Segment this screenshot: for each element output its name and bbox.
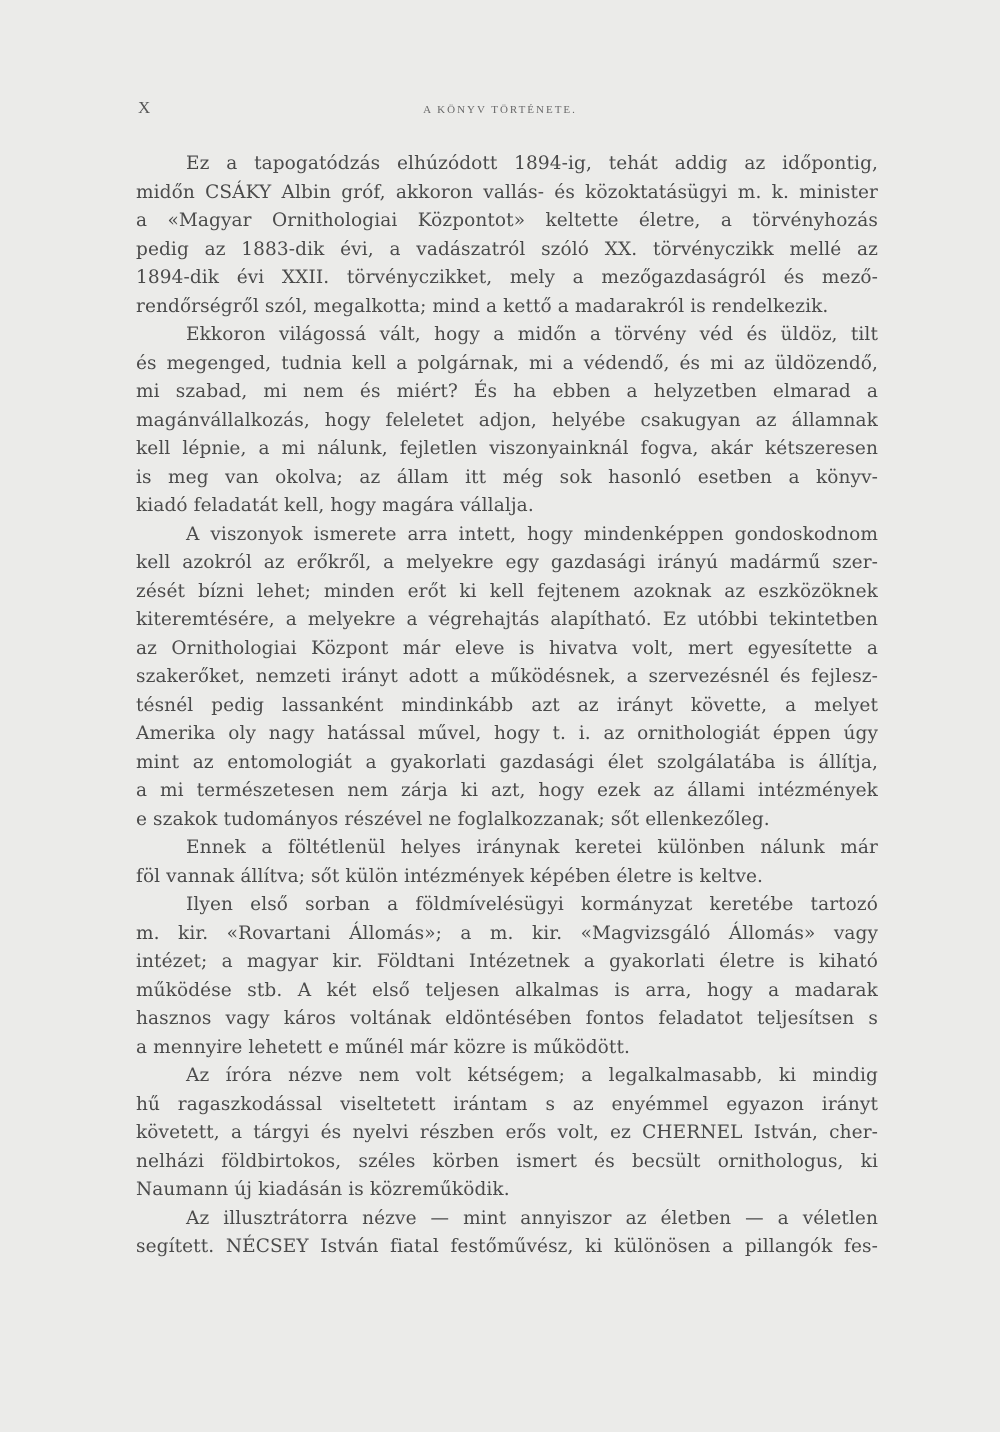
text-line: intézet; a magyar kir. Földtani Intézetnek a gyakorlati életre is kiható — [136, 951, 878, 972]
page-number: X — [138, 98, 151, 117]
text-line: 1894-dik évi XXII. törvényczikket, mely a mezőgazdaságról és mező- — [136, 267, 878, 288]
text-line: m. kir. «Rovartani Állomás»; a m. kir. «Magvizsgáló Állomás» vagy — [136, 922, 878, 944]
text-line: tésnél pedig lassanként mindinkább azt az irányt követte, a melyet — [136, 694, 878, 716]
text-line: mi szabad, mi nem és miért? És ha ebben a helyzetben elmarad a — [136, 381, 878, 402]
text-line: Az íróra nézve nem volt kétségem; a legalkalmasabb, ki mindig — [186, 1065, 878, 1086]
running-title: A KÖNYV TÖRTÉNETE. — [423, 104, 577, 116]
text-line: magánvállalkozás, hogy feleletet adjon, helyébe csakugyan az államnak — [136, 409, 878, 431]
text-line: pedig az 1883-dik évi, a vadászatról szóló XX. törvényczikk mellé az — [136, 238, 878, 260]
text-line: midőn CSÁKY Albin gróf, akkoron vallás- és közoktatásügyi m. k. minister — [136, 181, 878, 203]
text-line: és megenged, tudnia kell a polgárnak, mi a védendő, és mi az üldözendő, — [136, 352, 878, 374]
text-line: a mennyire lehetett e műnél már közre is működött. — [136, 1036, 630, 1058]
text-line: Az illusztrátorra nézve — mint annyiszor az életben — a véletlen — [186, 1207, 878, 1229]
body-text — [136, 150, 878, 1262]
text-line: Ilyen első sorban a földmívelésügyi kormányzat keretébe tartozó — [186, 894, 878, 915]
text-line: szakerőket, nemzeti irányt adott a működésnek, a szervezésnél és fejlesz- — [136, 666, 878, 687]
text-line: Naumann új kiadásán is közreműködik. — [136, 1179, 510, 1200]
text-line: rendőrségről szól, megalkotta; mind a kettő a madarakról is rendelkezik. — [136, 295, 829, 317]
text-line: követett, a tárgyi és nyelvi részben erős volt, ez CHERNEL István, cher- — [136, 1122, 878, 1143]
text-line: A viszonyok ismerete arra intett, hogy mindenképpen gondoskodnom — [186, 523, 878, 545]
text-line: a «Magyar Ornithologiai Központot» keltette életre, a törvényhozás — [136, 210, 878, 231]
text-line: kiteremtésére, a melyekre a végrehajtás alapítható. Ez utóbbi tekintetben — [136, 609, 878, 630]
text-line: kell lépnie, a mi nálunk, fejletlen viszonyainknál fogva, akár kétszeresen — [136, 438, 878, 459]
text-line: is meg van okolva; az állam itt még sok hasonló esetben a könyv- — [136, 466, 878, 488]
text-line: kell azokról az erőkről, a melyekre egy gazdasági irányú madármű szer- — [136, 552, 878, 573]
text-line: az Ornithologiai Központ már eleve is hivatva volt, mert egyesítette a — [136, 637, 878, 659]
text-line: működése stb. A két első teljesen alkalmas is arra, hogy a madarak — [136, 979, 878, 1001]
text-line: Ez a tapogatódzás elhúzódott 1894-ig, tehát addig az időpontig, — [186, 153, 878, 174]
text-line: zését bízni lehet; minden erőt ki kell fejtenem azoknak az eszközöknek — [136, 580, 878, 602]
text-line: segített. NÉCSEY István fiatal festőművész, ki különösen a pillangók fes- — [136, 1236, 878, 1257]
text-line: Ekkoron világossá vált, hogy a midőn a törvény véd és üldöz, tilt — [186, 324, 878, 345]
text-line: föl vannak állítva; sőt külön intézmények képében életre is keltve. — [136, 865, 764, 887]
text-line: nelházi földbirtokos, széles körben ismert és becsült ornithologus, ki — [136, 1150, 878, 1172]
text-line: a mi természetesen nem zárja ki azt, hogy ezek az állami intézmények — [136, 780, 878, 801]
text-line: hű ragaszkodással viseltetett irántam s az enyémmel egyazon irányt — [136, 1093, 878, 1115]
text-line: Ennek a föltétlenül helyes iránynak keretei különben nálunk már — [186, 837, 878, 858]
text-line: kiadó feladatát kell, hogy magára vállalja. — [136, 495, 534, 516]
text-line: e szakok tudományos részével ne foglalkozzanak; sőt ellenkezőleg. — [136, 808, 770, 830]
text-line: Amerika oly nagy hatással művel, hogy t. i. az ornithologiát éppen úgy — [136, 723, 878, 744]
text-line: hasznos vagy káros voltának eldöntésében fontos feladatot teljesítsen s — [136, 1008, 878, 1029]
text-line: mint az entomologiát a gyakorlati gazdasági élet szolgálatába is állítja, — [136, 751, 878, 773]
